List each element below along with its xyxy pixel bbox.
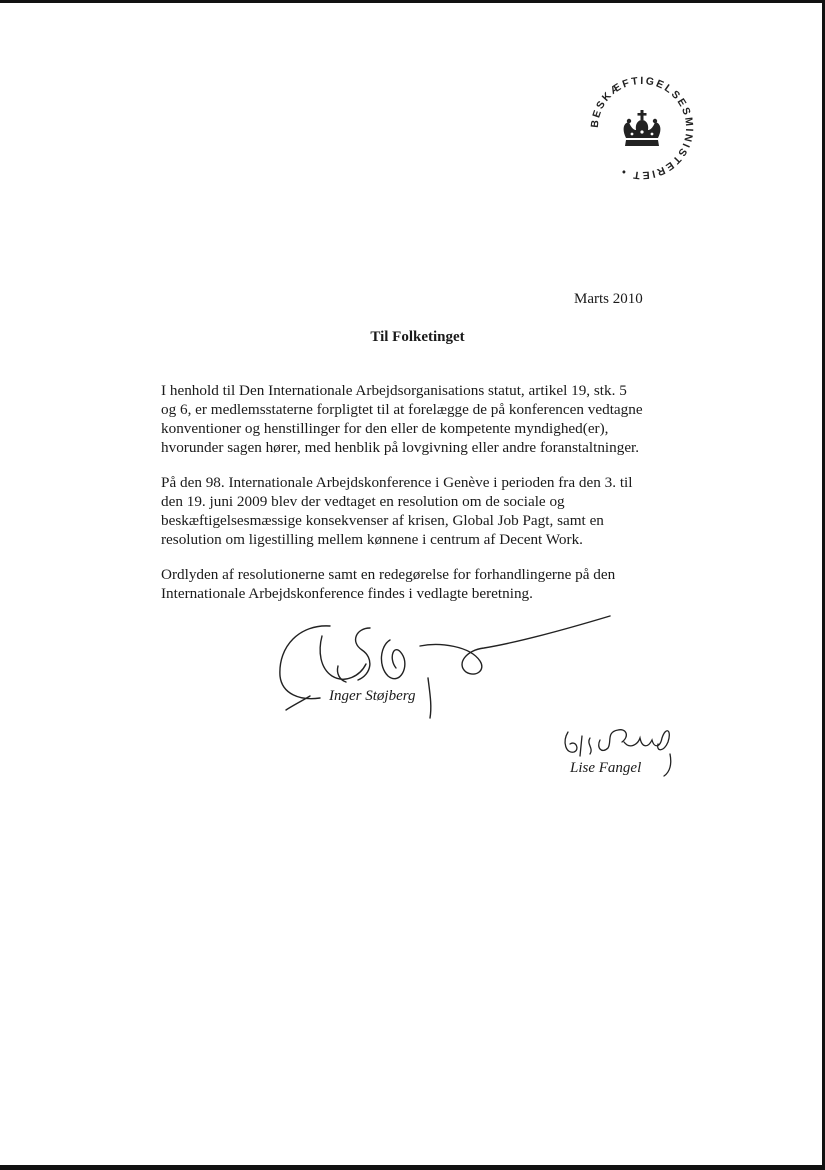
paragraph-line: konventioner og henstillinger for den eller de kompetente myndighed(er), bbox=[161, 420, 609, 437]
paragraph-line: På den 98. Internationale Arbejdskonference i Genève i perioden fra den 3. til bbox=[161, 474, 633, 491]
paragraph-line: den 19. juni 2009 blev der vedtaget en resolution om de sociale og bbox=[161, 493, 565, 510]
signatory-1-name: Inger Støjberg bbox=[329, 688, 416, 704]
paragraph-line: hvorunder sagen hører, med henblik på lovgivning eller andre foranstaltninger. bbox=[161, 439, 640, 456]
paragraph-2 bbox=[161, 473, 681, 549]
scan-edge-bottom bbox=[0, 1165, 825, 1170]
paragraph-line: beskæftigelsesmæssige konsekvenser af krisen, Global Job Pagt, samt en bbox=[161, 512, 604, 529]
paragraph-line: Internationale Arbejdskonference findes i vedlagte beretning. bbox=[161, 585, 533, 602]
signatory-2-name: Lise Fangel bbox=[570, 760, 642, 776]
paragraph-line: og 6, er medlemsstaterne forpligtet til at forelægge de på konferencen vedtagne bbox=[161, 401, 643, 418]
svg-text:BESKÆFTIGELSESMINISTERIET •: BESKÆFTIGELSESMINISTERIET • bbox=[588, 74, 696, 182]
paragraph-line: Ordlyden af resolutionerne samt en redegørelse for forhandlingerne på den bbox=[161, 566, 616, 583]
ministry-seal bbox=[582, 68, 702, 188]
letter-date: Marts 2010 bbox=[574, 291, 643, 307]
scan-edge-top bbox=[0, 0, 825, 3]
crown-icon bbox=[582, 68, 702, 188]
paragraph-line: I henhold til Den Internationale Arbejdsorganisations statut, artikel 19, stk. 5 bbox=[161, 382, 627, 399]
paragraph-3 bbox=[161, 565, 681, 603]
letter-addressee bbox=[0, 329, 825, 346]
paragraph-line: resolution om ligestilling mellem kønnene i centrum af Decent Work. bbox=[161, 531, 583, 548]
addressee-text: Til Folketinget bbox=[370, 329, 465, 345]
signature-scribble-1 bbox=[270, 606, 620, 726]
paragraph-1 bbox=[161, 381, 681, 457]
